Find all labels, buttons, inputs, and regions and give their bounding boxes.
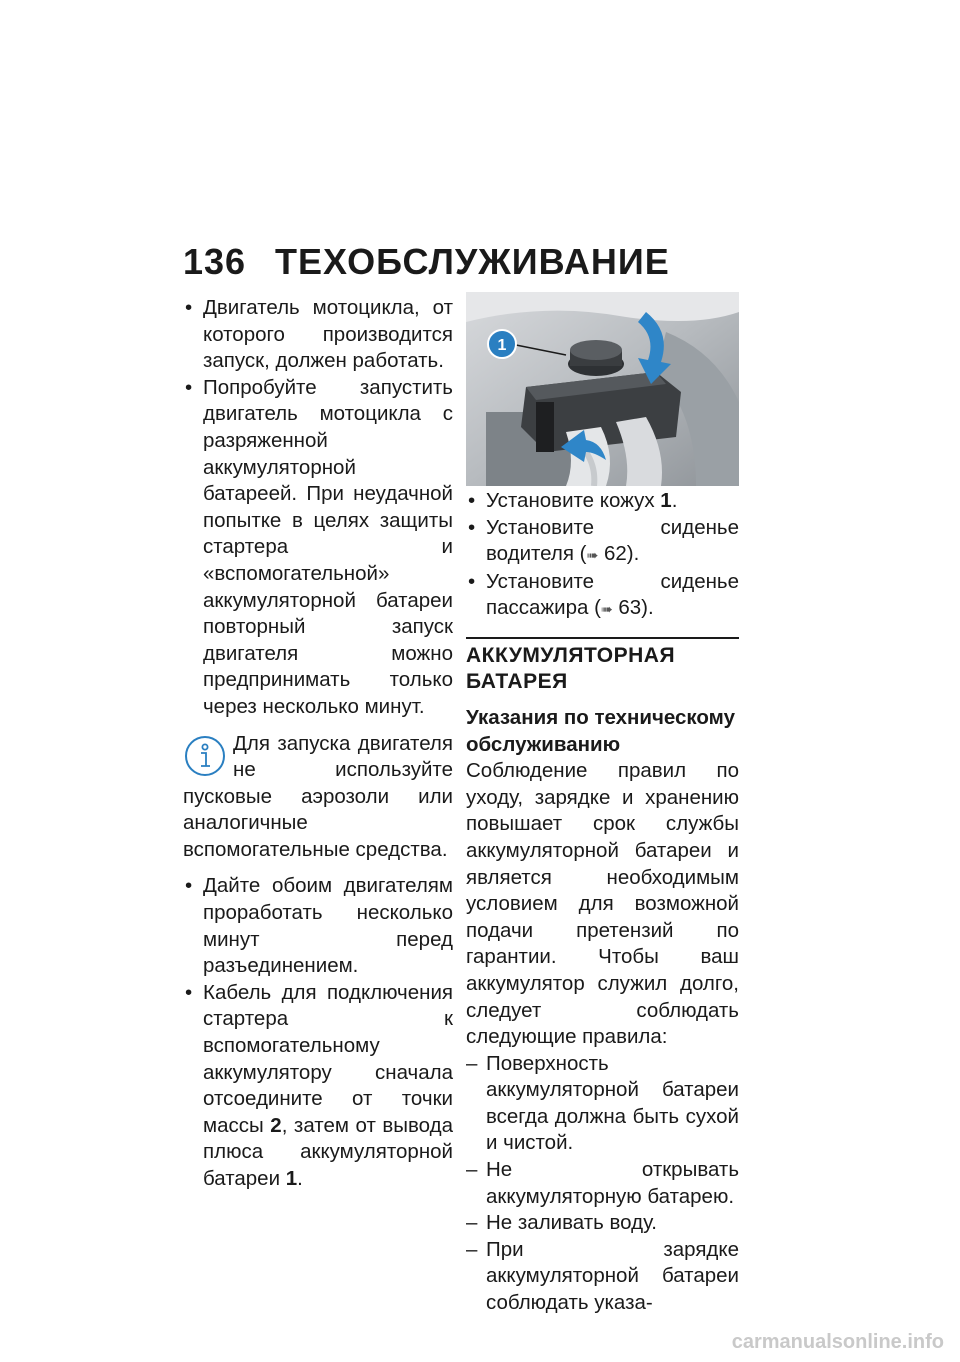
section-title: ТЕХОБСЛУЖИВАНИЕ xyxy=(275,241,670,282)
page-reference: 63 xyxy=(618,596,642,620)
section-heading: АККУМУЛЯТОРНАЯ БАТАРЕЯ xyxy=(466,643,676,693)
page-ref-arrow-icon: ➠ xyxy=(586,547,599,564)
list-item: – Не заливать воду. xyxy=(466,1210,739,1237)
list-item: • Двигатель мотоцикла, от которого производится запуск, должен работать. xyxy=(183,295,453,375)
subsection-heading: Указания по техническому обслуживанию xyxy=(466,705,735,756)
list-item: – При зарядке аккумуляторной батареи соблюдать указа- xyxy=(466,1237,739,1317)
note-text: Для запуска двигателя не используйте пусковые аэрозоли или аналогичные вспомогательные средства. xyxy=(183,731,453,861)
battery-cover-photo xyxy=(466,292,739,486)
list-item: • Попробуйте запустить двигатель мотоцикла с разряженной аккумуляторной батареей. При неудачной попытке в целях защиты стартера и «вспомогательной» аккумуляторной батареи повторный запуск двигателя можно предпринимать только через несколько минут. xyxy=(183,375,453,721)
page-ref-arrow-icon: ➠ xyxy=(600,601,613,618)
reference-number: 1 xyxy=(660,489,672,512)
list-item: • Кабель для подключения стартера к вспомогательному аккумулятору сначала отсоедините от точки массы 2, затем от вывода плюса аккумуляторной батареи 1. xyxy=(183,980,453,1193)
section-divider xyxy=(466,637,739,639)
list-item: • Дайте обоим двигателям проработать несколько минут перед разъединением. xyxy=(183,873,453,979)
right-column xyxy=(466,292,739,1317)
info-note xyxy=(183,731,453,864)
page-number: 136 xyxy=(183,241,247,282)
reference-number: 2 xyxy=(270,1113,282,1137)
list-item: • Установите сиденье пассажира (➠ 63). xyxy=(466,569,739,623)
list-item: • Установите сиденье водителя (➠ 62). xyxy=(466,515,739,569)
list-item: • Установите кожух 1. xyxy=(466,488,739,515)
item-text: , затем от вывода плюса аккумуляторной батареи xyxy=(203,1113,453,1190)
info-icon xyxy=(183,734,227,778)
photo-callout: 1 xyxy=(497,337,507,354)
list-item: – Поверхность аккумуляторной батареи всегда должна быть сухой и чистой. xyxy=(466,1051,739,1157)
paragraph: Соблюдение правил по уходу, зарядке и хранению повышает срок службы аккумуляторной батареи и является необходимым условием для возможной подачи претензий по гарантии. Чтобы ваш аккумулятор служил долго, следует соблюдать следующие правила: xyxy=(466,759,739,1049)
page-header xyxy=(183,242,670,282)
reference-number: 1 xyxy=(285,1167,298,1190)
page-reference: 62 xyxy=(603,542,627,566)
left-column xyxy=(183,295,453,1193)
list-item: – Не открывать аккумуляторную батарею. xyxy=(466,1157,739,1210)
item-text: Кабель для подключения стартера к вспомогательному аккумулятору сначала отсоедините от точки массы xyxy=(203,980,453,1137)
watermark: carmanualsonline.info xyxy=(731,1331,944,1353)
